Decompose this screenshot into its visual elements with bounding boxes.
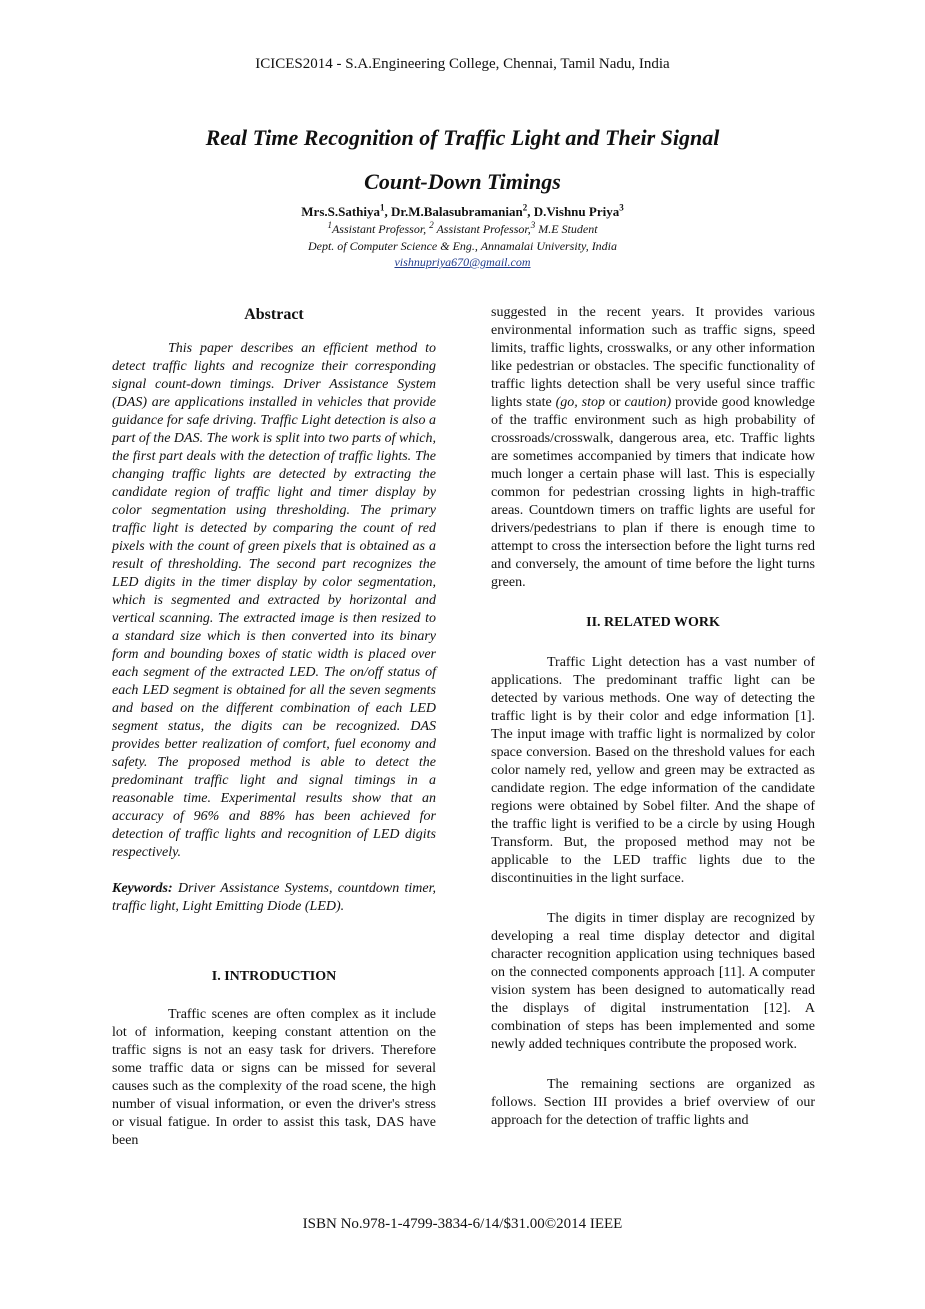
author-1-sup: 1 <box>380 202 385 213</box>
left-column <box>112 306 436 1150</box>
related-work-heading: II. RELATED WORK <box>586 615 720 630</box>
related-work-paragraph-1: Traffic Light detection has a vast number of applications. The predominant traffic light can be detected by various methods. One way of detecting the traffic light is by their color and edge information [1]. The input image with traffic light is normalized by color space conversion. Based on the threshold values for each color namely red, yellow and green may be extracted as candidate region. The edge information of the candidate regions were obtained by Sobel filter. And the shape of the traffic light is verified to be a circle by using Hough Transform. But, the proposed method may not be applicable to the LED traffic lights due to the discontinuities in the light surface. <box>491 655 815 886</box>
paper-title <box>60 116 865 204</box>
right-column <box>491 304 815 1130</box>
intro-cont-b: provide good knowledge of the traffic environment such as high probability of crossroads/crosswalk, dangerous area, etc. Traffic lights are sometimes accompanied by timers that indicate how much longer a certain phase will last. This is especially common for pedestrian crossing lights in high-traffic areas. Countdown timers on traffic lights are useful for drivers/pedestrians to plan if there is enough time to attempt to cross the intersection before the light turns red and conversely, the amount of time before the light turns green. <box>491 395 815 590</box>
department: Dept. of Computer Science & Eng., Annamalai University, India <box>307 239 618 253</box>
intro-cont-italic: (go, stop <box>555 395 605 410</box>
intro-cont-a: suggested in the recent years. It provides various environmental information such as traffic signs, speed limits, traffic lights, crosswalks, or any other information like pedestrian or obstacles. The specific functionality of traffic lights detection shall be very useful since traffic lights state <box>491 305 815 410</box>
author-1: Mrs.S.Sathiya <box>301 204 381 219</box>
role-sup-3: 3 <box>530 220 536 230</box>
introduction-continued <box>491 304 815 592</box>
intro-cont-or: or <box>604 395 625 410</box>
author-3-sup: 3 <box>619 202 624 213</box>
intro-cont-italic-2: caution) <box>624 395 672 410</box>
conference-header: ICICES2014 - S.A.Engineering College, Chennai, Tamil Nadu, India <box>255 56 670 72</box>
keywords <box>112 880 436 916</box>
keywords-text: Driver Assistance Systems, countdown timer, traffic light, Light Emitting Diode (LED). <box>112 881 436 914</box>
author-roles <box>0 222 925 237</box>
author-sep-2: , <box>527 204 534 219</box>
author-2: Dr.M.Balasubramanian <box>391 204 523 219</box>
role-1: Assistant Professor, <box>331 222 430 236</box>
title-line-1: Real Time Recognition of Traffic Light and Their Signal <box>205 125 720 150</box>
role-2: Assistant Professor, <box>433 222 531 236</box>
author-list <box>0 204 925 220</box>
author-2-sup: 2 <box>522 202 528 213</box>
abstract-heading: Abstract <box>244 306 304 323</box>
abstract-text: This paper describes an efficient method to detect traffic lights and recognize their corresponding signal count-down timings. Driver Assistance System (DAS) are applications installed in vehicles that provide guidance for safe driving. Traffic Light detection is also a part of the DAS. The work is split into two parts of which, the first part deals with the detection of traffic lights. The changing traffic lights are detected by extracting the candidate region of traffic light and timer display by color segmentation using thresholding. The primary traffic light is detected by comparing the count of red pixels with the count of green pixels that is obtained as a result of thresholding. The second part recognizes the LED digits in the timer display by color segmentation, which is segmented and extracted by horizontal and vertical scanning. The extracted image is then resized to a standard size which is then converted into its binary form and bounding boxes of static width is placed over each segment of the extracted LED. The on/off status of each LED segment is obtained for all the seven segments and based on the different combination of each LED segment status, the digits can be recognized. DAS provides better realization of comfort, fuel economy and safety. The proposed method is able to detect the predominant traffic light and signal timings in a reasonable time. Experimental results show that an accuracy of 96% and 88% has been achieved for detection of traffic lights and recognition of LED digits respectively. <box>112 341 436 860</box>
introduction-heading: I. INTRODUCTION <box>211 969 337 984</box>
role-sup-1: 1 <box>327 220 332 230</box>
related-work-paragraph-3: The remaining sections are organized as follows. Section III provides a brief overview of our approach for the detection of traffic lights and <box>491 1077 815 1128</box>
title-line-2: Count-Down Timings <box>364 169 561 194</box>
keywords-label: Keywords: <box>112 881 173 896</box>
email-link[interactable]: vishnupriya670@gmail.com <box>394 255 531 269</box>
introduction-paragraph: Traffic scenes are often complex as it include lot of information, keeping constant attention on the traffic signs is not an easy task for drivers. Therefore some traffic data or signs can be missed for several causes such as the complexity of the road scene, the high number of visual information, or even the driver's stress or visual fatigue. In order to assist this task, DAS have been <box>112 1007 436 1148</box>
author-sep-1: , <box>384 204 392 219</box>
related-work-paragraph-2: The digits in timer display are recognized by developing a real time display detector and digital character recognition application using techniques based on the connected components approach [11]. A computer vision system has been designed to automatically read the displays of digital instrumentation [12]. A combination of steps has been implemented and some newly added techniques contribute the proposed work. <box>491 911 815 1052</box>
role-sup-2: 2 <box>429 220 434 230</box>
role-3: M.E Student <box>535 222 598 236</box>
isbn-footer: ISBN No.978-1-4799-3834-6/14/$31.00©2014 IEEE <box>302 1216 623 1232</box>
author-3: D.Vishnu Priya <box>533 204 620 219</box>
